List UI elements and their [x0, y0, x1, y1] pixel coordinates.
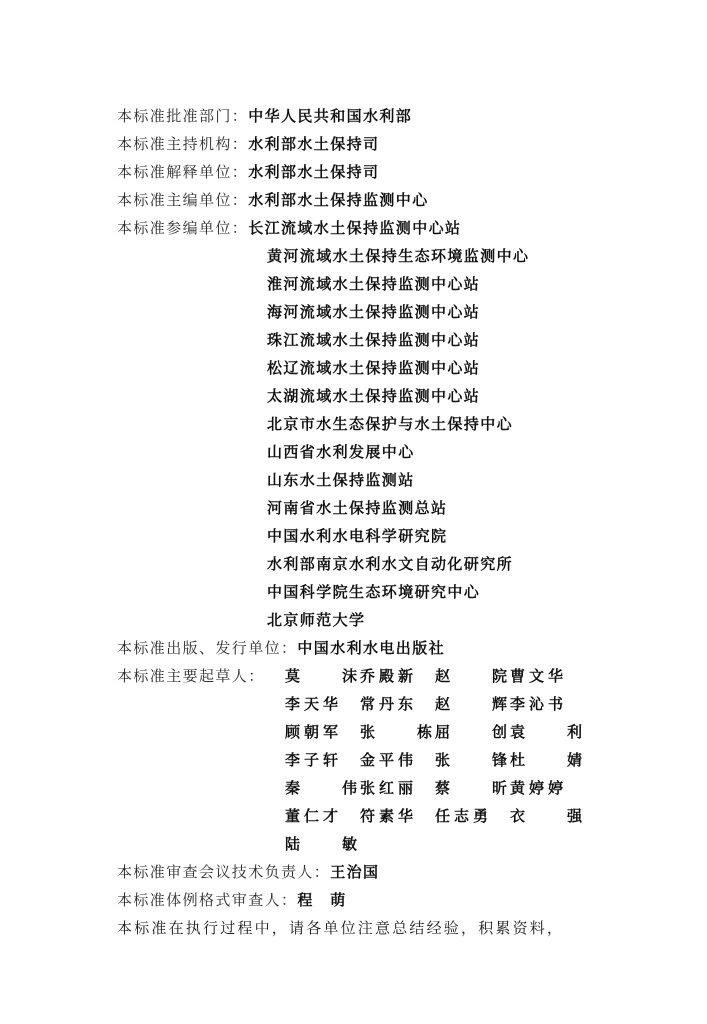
- chief-editor-unit-line: [117, 186, 617, 214]
- drafter-name: 金平伟: [360, 751, 418, 769]
- closing-text: 本标准在执行过程中，请各单位注意总结经验，积累资料，: [117, 919, 565, 937]
- interpret-unit-line: [117, 158, 617, 186]
- participating-unit-item: 松辽流域水土保持监测中心站: [267, 359, 481, 377]
- interpret-unit-label: 本标准解释单位：: [117, 163, 249, 181]
- drafters-row: [117, 662, 617, 690]
- drafter-name: 陆 敏: [285, 835, 357, 853]
- approval-dept-label: 本标准批准部门：: [117, 107, 249, 125]
- participating-unit-item: 淮河流域水土保持监测中心站: [267, 275, 481, 293]
- participating-unit-row: [117, 494, 617, 522]
- review-lead-value: 王治国: [330, 863, 380, 881]
- participating-unit-row: [117, 270, 617, 298]
- drafter-name: 符素华: [360, 807, 418, 825]
- drafter-name: 李沁书: [510, 695, 568, 713]
- host-org-value: 水利部水土保持司: [248, 135, 380, 153]
- drafter-name: 屈 创: [435, 723, 507, 741]
- participating-unit-row: [117, 382, 617, 410]
- approval-dept-line: [117, 102, 617, 130]
- drafter-name: 张 锋: [435, 751, 507, 769]
- participating-units-label: 本标准参编单位：: [117, 219, 249, 237]
- participating-unit-row: [117, 354, 617, 382]
- participating-unit-row: [117, 522, 617, 550]
- participating-unit-item: 山西省水利发展中心: [267, 443, 415, 461]
- participating-unit-item: 水利部南京水利水文自动化研究所: [267, 555, 514, 573]
- drafter-name: 赵 院: [435, 667, 507, 685]
- participating-unit-row: [117, 466, 617, 494]
- drafter-name: 常丹东: [360, 695, 418, 713]
- standard-credits-page: [117, 102, 617, 942]
- host-org-label: 本标准主持机构：: [117, 135, 249, 153]
- drafters-row: [117, 718, 617, 746]
- participating-unit-row: [117, 242, 617, 270]
- drafter-name: 李子轩: [285, 751, 343, 769]
- drafter-name: 乔殿新: [360, 667, 418, 685]
- participating-unit-item: 北京市水生态保护与水土保持中心: [267, 415, 514, 433]
- review-lead-label: 本标准审查会议技术负责人：: [117, 863, 331, 881]
- participating-unit-item: 珠江流域水土保持监测中心站: [267, 331, 481, 349]
- publisher-value: 中国水利水电出版社: [297, 639, 446, 657]
- participating-unit-item: 海河流域水土保持监测中心站: [267, 303, 481, 321]
- drafter-name: 董仁才: [285, 807, 343, 825]
- drafter-name: 张 栋: [360, 723, 432, 741]
- format-reviewer-value: 程 萌: [297, 891, 347, 909]
- drafter-name: 袁 利: [510, 723, 582, 741]
- publisher-label: 本标准出版、发行单位：: [117, 639, 298, 657]
- drafters-row: [117, 746, 617, 774]
- participating-unit-item: 山东水土保持监测站: [267, 471, 415, 489]
- main-drafters-label: 本标准主要起草人：: [117, 667, 265, 685]
- participating-units-line: [117, 214, 617, 242]
- participating-unit-item: 长江流域水土保持监测中心站: [248, 219, 462, 237]
- drafter-name: 任志勇: [435, 807, 493, 825]
- approval-dept-value: 中华人民共和国水利部: [248, 107, 413, 125]
- participating-unit-row: [117, 438, 617, 466]
- drafter-name: 李天华: [285, 695, 343, 713]
- drafter-name: 顾朝军: [285, 723, 343, 741]
- drafter-name: 张红丽: [360, 779, 418, 797]
- chief-editor-unit-value: 水利部水土保持监测中心: [248, 191, 429, 209]
- drafter-name: 杜 婧: [510, 751, 582, 769]
- format-reviewer-line: [117, 886, 617, 914]
- participating-unit-item: 北京师范大学: [267, 611, 366, 629]
- drafter-name: 秦 伟: [285, 779, 357, 797]
- drafters-row: [117, 690, 617, 718]
- drafters-row: [117, 830, 617, 858]
- drafter-name: 赵 辉: [435, 695, 507, 713]
- drafter-name: 衣 强: [510, 807, 582, 825]
- chief-editor-unit-label: 本标准主编单位：: [117, 191, 249, 209]
- publisher-line: [117, 634, 617, 662]
- participating-unit-row: [117, 606, 617, 634]
- participating-unit-item: 中国水利水电科学研究院: [267, 527, 448, 545]
- drafter-name: 蔡 昕: [435, 779, 507, 797]
- drafters-row: [117, 802, 617, 830]
- participating-unit-row: [117, 326, 617, 354]
- drafter-name: 曹文华: [510, 667, 568, 685]
- format-reviewer-label: 本标准体例格式审查人：: [117, 891, 298, 909]
- participating-unit-row: [117, 550, 617, 578]
- participating-unit-row: [117, 298, 617, 326]
- participating-unit-row: [117, 410, 617, 438]
- participating-unit-row: [117, 578, 617, 606]
- interpret-unit-value: 水利部水土保持司: [248, 163, 380, 181]
- drafters-row: [117, 774, 617, 802]
- participating-unit-item: 中国科学院生态环境研究中心: [267, 583, 481, 601]
- participating-unit-item: 黄河流域水土保持生态环境监测中心: [267, 247, 530, 265]
- participating-unit-item: 河南省水土保持监测总站: [267, 499, 448, 517]
- review-lead-line: [117, 858, 617, 886]
- host-org-line: [117, 130, 617, 158]
- drafter-name: 黄婷婷: [510, 779, 568, 797]
- participating-unit-item: 太湖流域水土保持监测中心站: [267, 387, 481, 405]
- drafter-name: 莫 沫: [285, 667, 357, 685]
